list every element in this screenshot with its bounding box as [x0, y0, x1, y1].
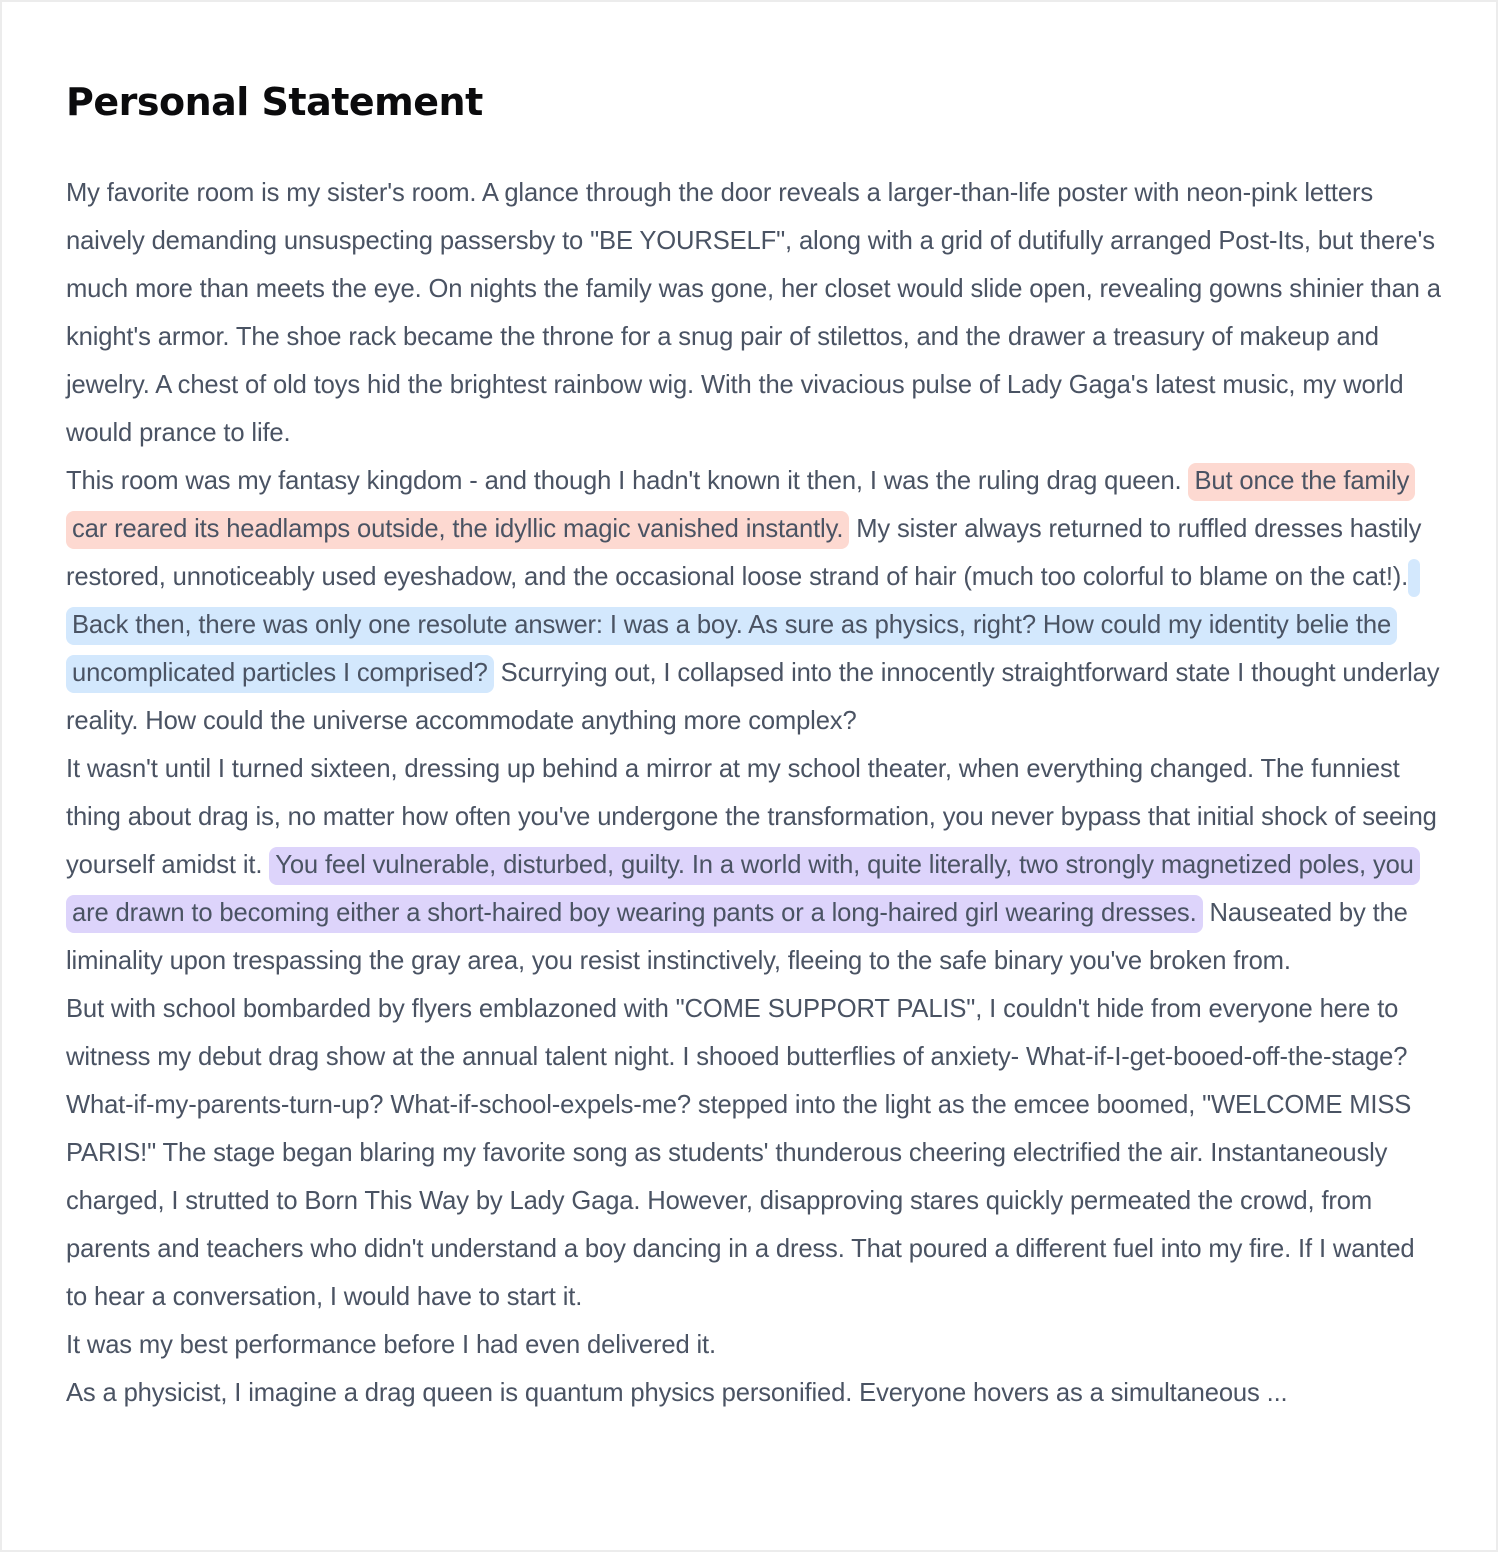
paragraph-4: But with school bombarded by flyers emblazoned with "COME SUPPORT PALIS", I couldn't hide from everyone here to witness my debut drag show at the annual talent night. I shooed butterflies of anxiety- What-if-I-get-booed-off-the-stage? What-if-my-parents-turn-up? What-if-school-expels-me? stepped into the light as the emcee boomed, "WELCOME MISS PARIS!" The stage began blaring my favorite song as students' thunderous cheering electrified the air. Instantaneously charged, I strutted to Born This Way by Lady Gaga. However, disapproving stares quickly permeated the crowd, from parents and teachers who didn't understand a boy dancing in a dress. That poured a different fuel into my fire. If I wanted to hear a conversation, I would have to start it.	[66, 995, 1415, 1311]
highlight-blue-sentence[interactable]: Back then, there was only one resolute answer: I was a boy. As sure as physics, right? How could my identity belie the uncomplicated particles I comprised?	[66, 559, 1420, 693]
statement-body	[66, 169, 1442, 1417]
paragraph-2-text-middle: My sister always returned to ruffled dresses hastily restored, unnoticeably used eyeshadow, and the occasional loose strand of hair (much too colorful to blame on the cat!).	[66, 515, 1422, 591]
paragraph-2-text-after: Scurrying out, I collapsed into the innocently straightforward state I thought underlay reality. How could the universe accommodate anything more complex?	[66, 659, 1440, 735]
page-title: Personal Statement	[66, 80, 483, 124]
paragraph-1: My favorite room is my sister's room. A glance through the door reveals a larger-than-life poster with neon-pink letters naively demanding unsuspecting passersby to "BE YOURSELF", along with a grid of dutifully arranged Post-Its, but there's much more than meets the eye. On nights the family was gone, her closet would slide open, revealing gowns shinier than a knight's armor. The shoe rack became the throne for a snug pair of stilettos, and the drawer a treasury of makeup and jewelry. A chest of old toys hid the brightest rainbow wig. With the vivacious pulse of Lady Gaga's latest music, my world would prance to life.	[66, 179, 1441, 447]
paragraph-2	[66, 457, 1442, 745]
paragraph-3-text-after: Nauseated by the liminality upon trespassing the gray area, you resist instinctively, fleeing to the safe binary you've broken from.	[66, 899, 1408, 975]
paragraph-6: As a physicist, I imagine a drag queen is quantum physics personified. Everyone hovers as a simultaneous ...	[66, 1379, 1288, 1407]
paragraph-3-text-before: It wasn't until I turned sixteen, dressing up behind a mirror at my school theater, when everything changed. The funniest thing about drag is, no matter how often you've undergone the transformation, you never bypass that initial shock of seeing yourself amidst it.	[66, 755, 1437, 879]
paragraph-5: It was my best performance before I had even delivered it.	[66, 1331, 716, 1359]
paragraph-3	[66, 745, 1442, 985]
highlight-purple-sentence[interactable]: You feel vulnerable, disturbed, guilty. In a world with, quite literally, two strongly magnetized poles, you are drawn to becoming either a short-haired boy wearing pants or a long-haired girl wearing dresses.	[66, 847, 1420, 933]
highlight-red-sentence[interactable]: But once the family car reared its headlamps outside, the idyllic magic vanished instantly.	[66, 463, 1415, 549]
paragraph-2-text-before: This room was my fantasy kingdom - and though I hadn't known it then, I was the ruling drag queen.	[66, 467, 1189, 495]
